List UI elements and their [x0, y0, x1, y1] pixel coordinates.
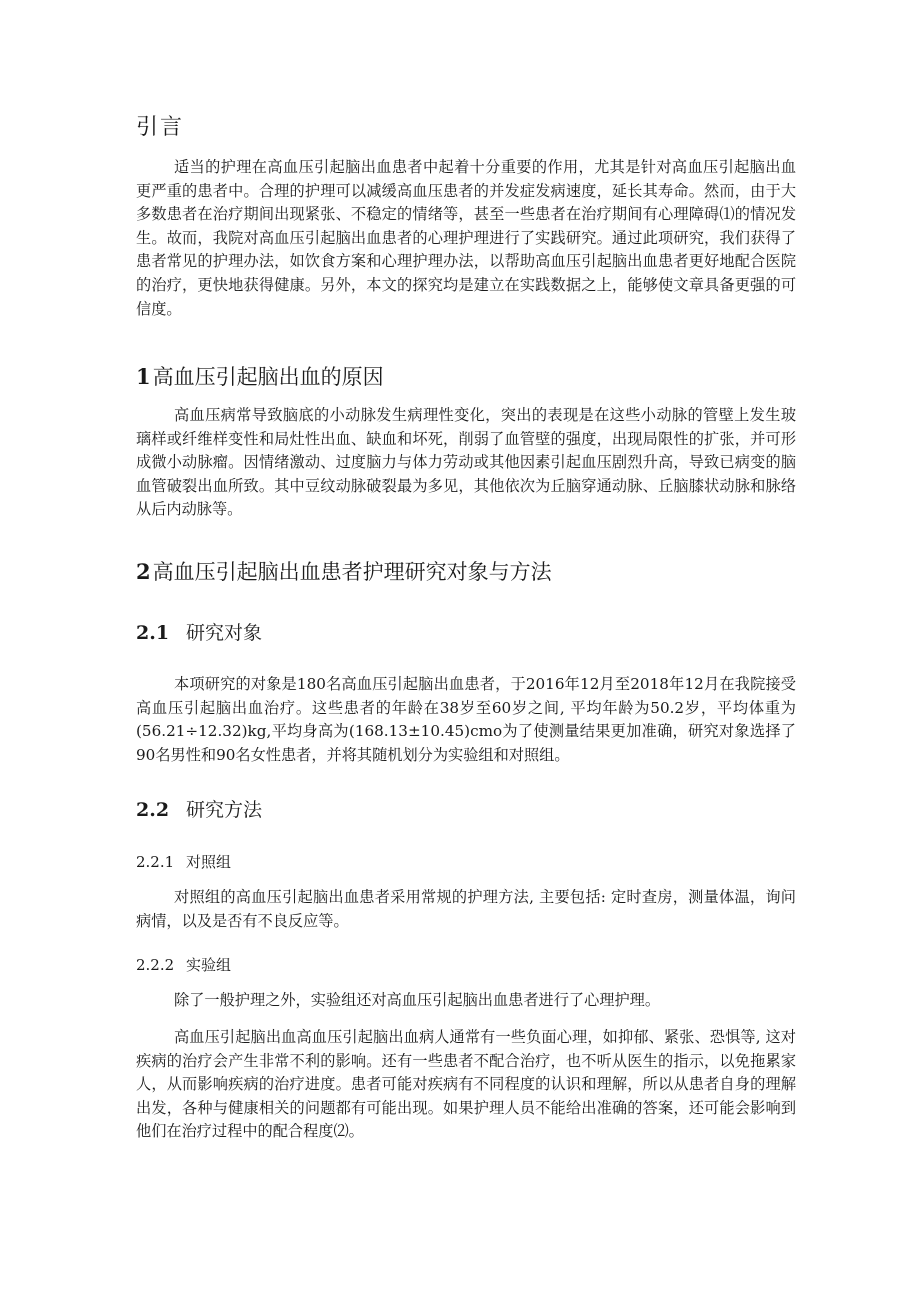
section-1-paragraph: 高血压病常导致脑底的小动脉发生病理性变化，突出的表现是在这些小动脉的管壁上发生玻璃样或纤维样变性和局灶性出血、缺血和坏死，削弱了血管壁的强度，出现局限性的扩张，并可形成微小动脉瘤。因情绪激动、过度脑力与体力劳动或其他因素引起血压剧烈升高，导致已病变的脑血管破裂出血所致。其中豆纹动脉破裂最为多见，其他依次为丘脑穿通动脉、丘脑膝状动脉和脉络从后内动脉等。: [136, 406, 796, 519]
section-1-title: 高血压引起脑出血的原因: [152, 365, 384, 389]
experiment-group-paragraph-1: 除了一般护理之外，实验组还对高血压引起脑出血患者进行了心理护理。: [174, 991, 660, 1009]
section-2-1-heading: [136, 619, 796, 647]
section-2-2-heading: [136, 796, 796, 824]
section-2-1-title: 研究对象: [186, 622, 263, 644]
section-2-1-paragraph: 本项研究的对象是180名高血压引起脑出血患者，于2016年12月至2018年12月在我院接受高血压引起脑出血治疗。这些患者的年龄在38岁至60岁之间, 平均年龄为50.2岁，平均体重为(56.21÷12.32)kg,平均身高为(168.13±10.45)cmo为了使测量结果更加准确，研究对象选择了90名男性和90名女性患者，并将其随机划分为实验组和对照组。: [136, 675, 796, 764]
section-2-2-2-title: 实验组: [186, 956, 232, 974]
section-2-2-2-heading: [136, 954, 796, 976]
intro-heading: 引言: [136, 115, 185, 140]
section-2-2-1-number: 2.2.1: [136, 853, 175, 871]
section-2-2-title: 研究方法: [186, 799, 263, 821]
control-group-paragraph: 对照组的高血压引起脑出血患者采用常规的护理方法, 主要包括: 定时查房，测量体温，询问病情，以及是否有不良反应等。: [136, 888, 796, 930]
section-1-heading: [136, 362, 796, 392]
section-1-number: 1: [136, 364, 151, 389]
intro-paragraph: 适当的护理在高血压引起脑出血患者中起着十分重要的作用，尤其是针对高血压引起脑出血更严重的患者中。合理的护理可以减缓高血压患者的并发症发病速度，延长其寿命。然而，由于大多数患者在治疗期间出现紧张、不稳定的情绪等，甚至一些患者在治疗期间有心理障碍⑴的情况发生。故而，我院对高血压引起脑出血患者的心理护理进行了实践研究。通过此项研究，我们获得了患者常见的护理办法，如饮食方案和心理护理办法，以帮助高血压引起脑出血患者更好地配合医院的治疗，更快地获得健康。另外，本文的探究均是建立在实践数据之上，能够使文章具备更强的可信度。: [136, 158, 796, 318]
section-2-2-2-number: 2.2.2: [136, 956, 175, 974]
section-2-1-number: 2.1: [136, 622, 170, 644]
section-2-2-1-heading: [136, 851, 796, 873]
section-2-2-number: 2.2: [136, 799, 170, 821]
experiment-group-paragraph-2: 高血压引起脑出血高血压引起脑出血病人通常有一些负面心理，如抑郁、紧张、恐惧等, 这对疾病的治疗会产生非常不利的影响。还有一些患者不配合治疗，也不听从医生的指示，以免拖累家人，从而影响疾病的治疗进度。患者可能对疾病有不同程度的认识和理解，所以从患者自身的理解出发，各种与健康相关的问题都有可能出现。如果护理人员不能给出准确的答案，还可能会影响到他们在治疗过程中的配合程度⑵。: [136, 1028, 796, 1141]
section-2-heading: [136, 557, 796, 587]
section-2-title: 高血压引起脑出血患者护理研究对象与方法: [152, 560, 552, 584]
section-2-2-1-title: 对照组: [186, 853, 232, 871]
section-2-number: 2: [136, 559, 151, 584]
